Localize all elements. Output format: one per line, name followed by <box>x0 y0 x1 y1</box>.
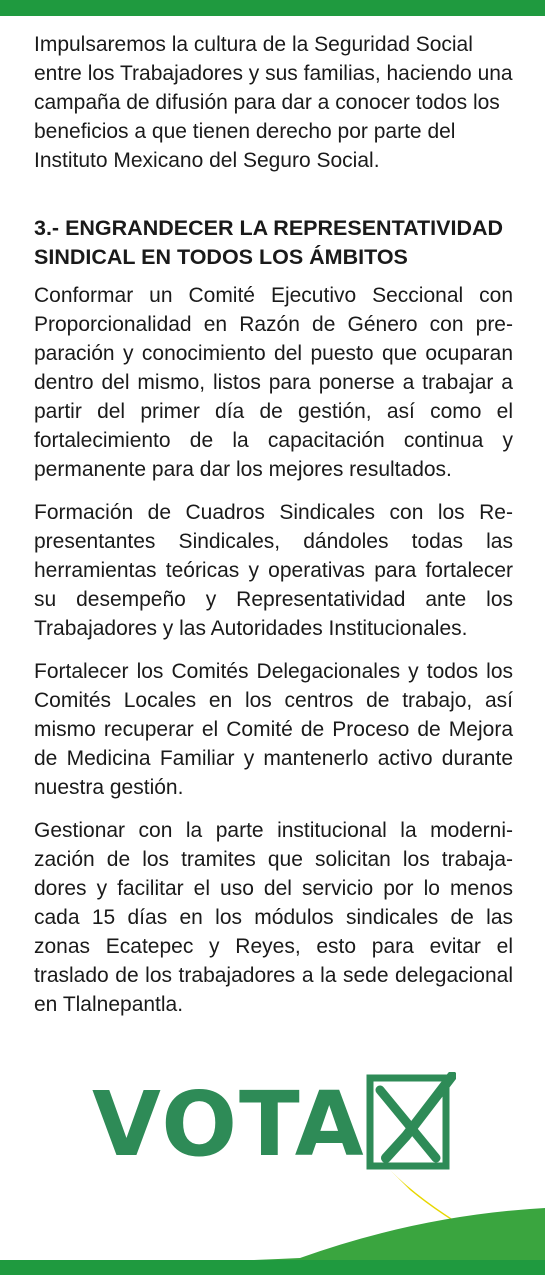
document-body <box>34 30 513 1019</box>
section-paragraph-4: Gestionar con la parte institucional la modernización de los tramites que solicitan los trabajadores y facilitar el uso del servicio por lo menos cada 15 días en los módulos sindicales de las zonas Ecatepec y Reyes, esto para evitar el traslado de los trabajadores a la sede delegacional en Tlalnepantla. <box>34 819 513 1016</box>
section-heading: 3.- ENGRANDECER LA REPRESENTATIVIDAD SINDICAL EN TODOS LOS ÁMBITOS <box>34 216 504 269</box>
intro-paragraph: Impulsaremos la cultura de la Seguridad Social entre los Trabajadores y sus familias, haciendo una campaña de difusión para dar a conocer todos los beneficios a que tienen derecho por parte del Instituto Mexicano del Seguro Social. <box>34 33 513 172</box>
section-paragraph-3: Fortalecer los Comités Delegacionales y todos los Comités Locales en los centros de trabajo, así mismo recuperar el Comité de Proceso de Mejora de Medicina Familiar y mantenerlo activo durante nuestra gestión. <box>34 660 513 799</box>
vota-logo <box>92 1070 462 1180</box>
logo-text: VOTA <box>92 1072 366 1176</box>
section-paragraph-2: Formación de Cuadros Sindicales con los Representantes Sindicales, dándoles todas las herramientas teóricas y operativas para fortalecer su desempeño y Representatividad ante los Trabajadores y las Autoridades Institucionales. <box>34 501 513 640</box>
top-green-bar <box>0 0 545 16</box>
checkbox-x-icon <box>366 1072 456 1172</box>
section-paragraph-1: Conformar un Comité Ejecutivo Seccional con Proporcionalidad en Razón de Género con preparación y conocimiento del puesto que ocuparan dentro del mismo, listos para ponerse a trabajar a partir del primer día de gestión, así como el fortalecimiento de la capacitación continua y permanente para dar los mejores resultados. <box>34 284 513 481</box>
